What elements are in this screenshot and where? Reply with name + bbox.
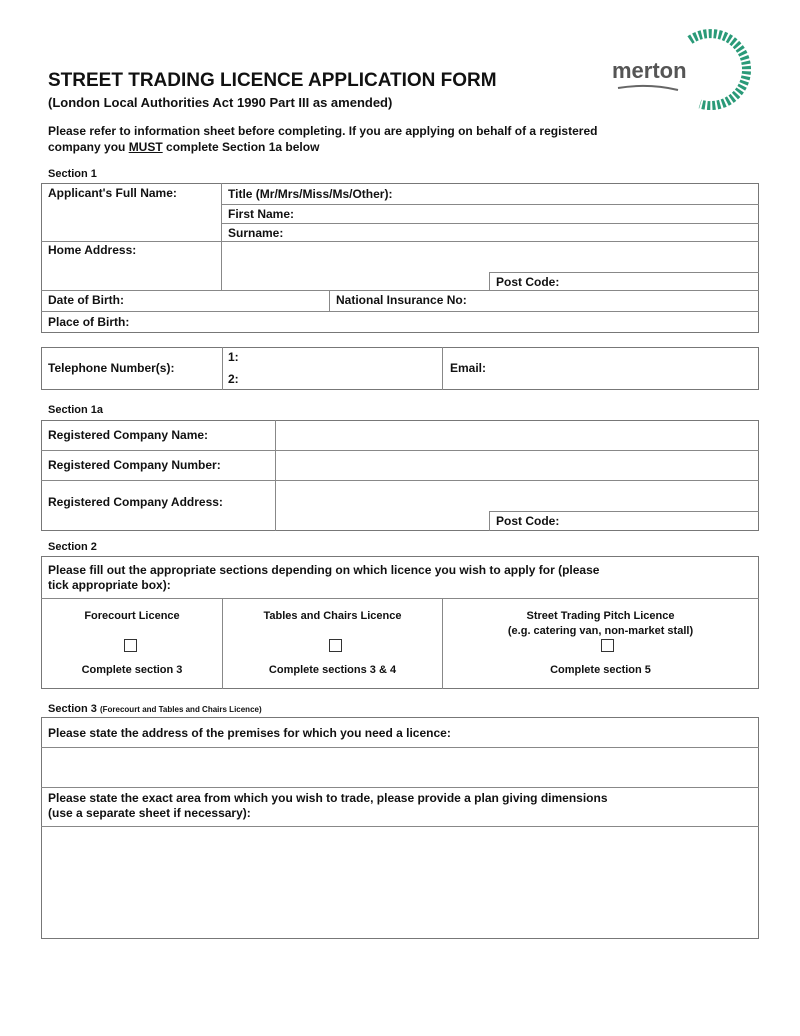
section-1-label: Section 1 — [48, 168, 97, 180]
section-2-instruction: tick appropriate box): — [48, 578, 171, 592]
pitch-checkbox[interactable] — [601, 639, 614, 652]
company-post-code-field[interactable]: Post Code: — [496, 514, 560, 528]
ni-field[interactable]: National Insurance No: — [336, 293, 467, 307]
forecourt-checkbox[interactable] — [124, 639, 137, 652]
title-field[interactable]: Title (Mr/Mrs/Miss/Ms/Other): — [228, 187, 393, 201]
intro-text: complete Section 1a below — [162, 140, 320, 154]
logo-swirl-icon — [608, 28, 758, 110]
logo-text: merton — [612, 58, 687, 83]
merton-logo — [608, 28, 758, 110]
telephone-1-field[interactable]: 1: — [228, 350, 239, 364]
company-address-label: Registered Company Address: — [48, 495, 223, 509]
option-tables-chairs — [223, 599, 442, 688]
post-code-field[interactable]: Post Code: — [496, 275, 560, 289]
section-2-instruction: Please fill out the appropriate sections depending on which licence you wish to apply for (please — [48, 563, 600, 577]
trade-area-question: Please state the exact area from which you wish to trade, please provide a plan giving dimensions — [48, 791, 608, 805]
section-2-label: Section 2 — [48, 541, 97, 553]
option-title: Street Trading Pitch Licence — [526, 610, 675, 622]
option-title: Forecourt Licence — [84, 610, 180, 622]
premises-address-field[interactable] — [43, 749, 757, 786]
company-name-label: Registered Company Name: — [48, 428, 209, 442]
section-3-title: Section 3 — [48, 703, 97, 715]
option-action: Complete section 5 — [550, 664, 651, 676]
tables-chairs-checkbox[interactable] — [329, 639, 342, 652]
premises-address-question: Please state the address of the premises for which you need a licence: — [48, 726, 451, 740]
intro-line-1: Please refer to information sheet before completing. If you are applying on behalf of a registered — [48, 124, 598, 138]
pob-field[interactable]: Place of Birth: — [48, 315, 130, 329]
home-address-label: Home Address: — [48, 243, 137, 257]
telephone-label: Telephone Number(s): — [48, 361, 175, 375]
option-pitch — [443, 599, 758, 688]
company-number-label: Registered Company Number: — [48, 458, 221, 472]
option-action: Complete sections 3 & 4 — [268, 664, 397, 676]
form-subtitle: (London Local Authorities Act 1990 Part III as amended) — [48, 95, 393, 110]
form-title: STREET TRADING LICENCE APPLICATION FORM — [48, 70, 497, 91]
trade-area-field[interactable] — [43, 828, 757, 937]
option-action: Complete section 3 — [81, 664, 183, 676]
section-3-label — [48, 703, 262, 715]
full-name-label: Applicant's Full Name: — [48, 186, 177, 200]
intro-line-2 — [48, 140, 319, 154]
option-forecourt — [42, 599, 222, 688]
dob-field[interactable]: Date of Birth: — [48, 293, 124, 307]
telephone-2-field[interactable]: 2: — [228, 372, 239, 386]
surname-field[interactable]: Surname: — [228, 226, 284, 240]
home-address-field[interactable] — [223, 243, 757, 271]
option-title: Tables and Chairs Licence — [263, 610, 402, 622]
option-note: (e.g. catering van, non-market stall) — [507, 625, 694, 637]
first-name-field[interactable]: First Name: — [228, 207, 295, 221]
section-3-note: (Forecourt and Tables and Chairs Licence) — [99, 705, 262, 714]
trade-area-question: (use a separate sheet if necessary): — [48, 806, 251, 820]
email-field[interactable]: Email: — [450, 361, 487, 375]
must-emphasis: MUST — [128, 140, 163, 154]
intro-text: company you — [48, 140, 129, 154]
section-1a-label: Section 1a — [48, 404, 104, 416]
